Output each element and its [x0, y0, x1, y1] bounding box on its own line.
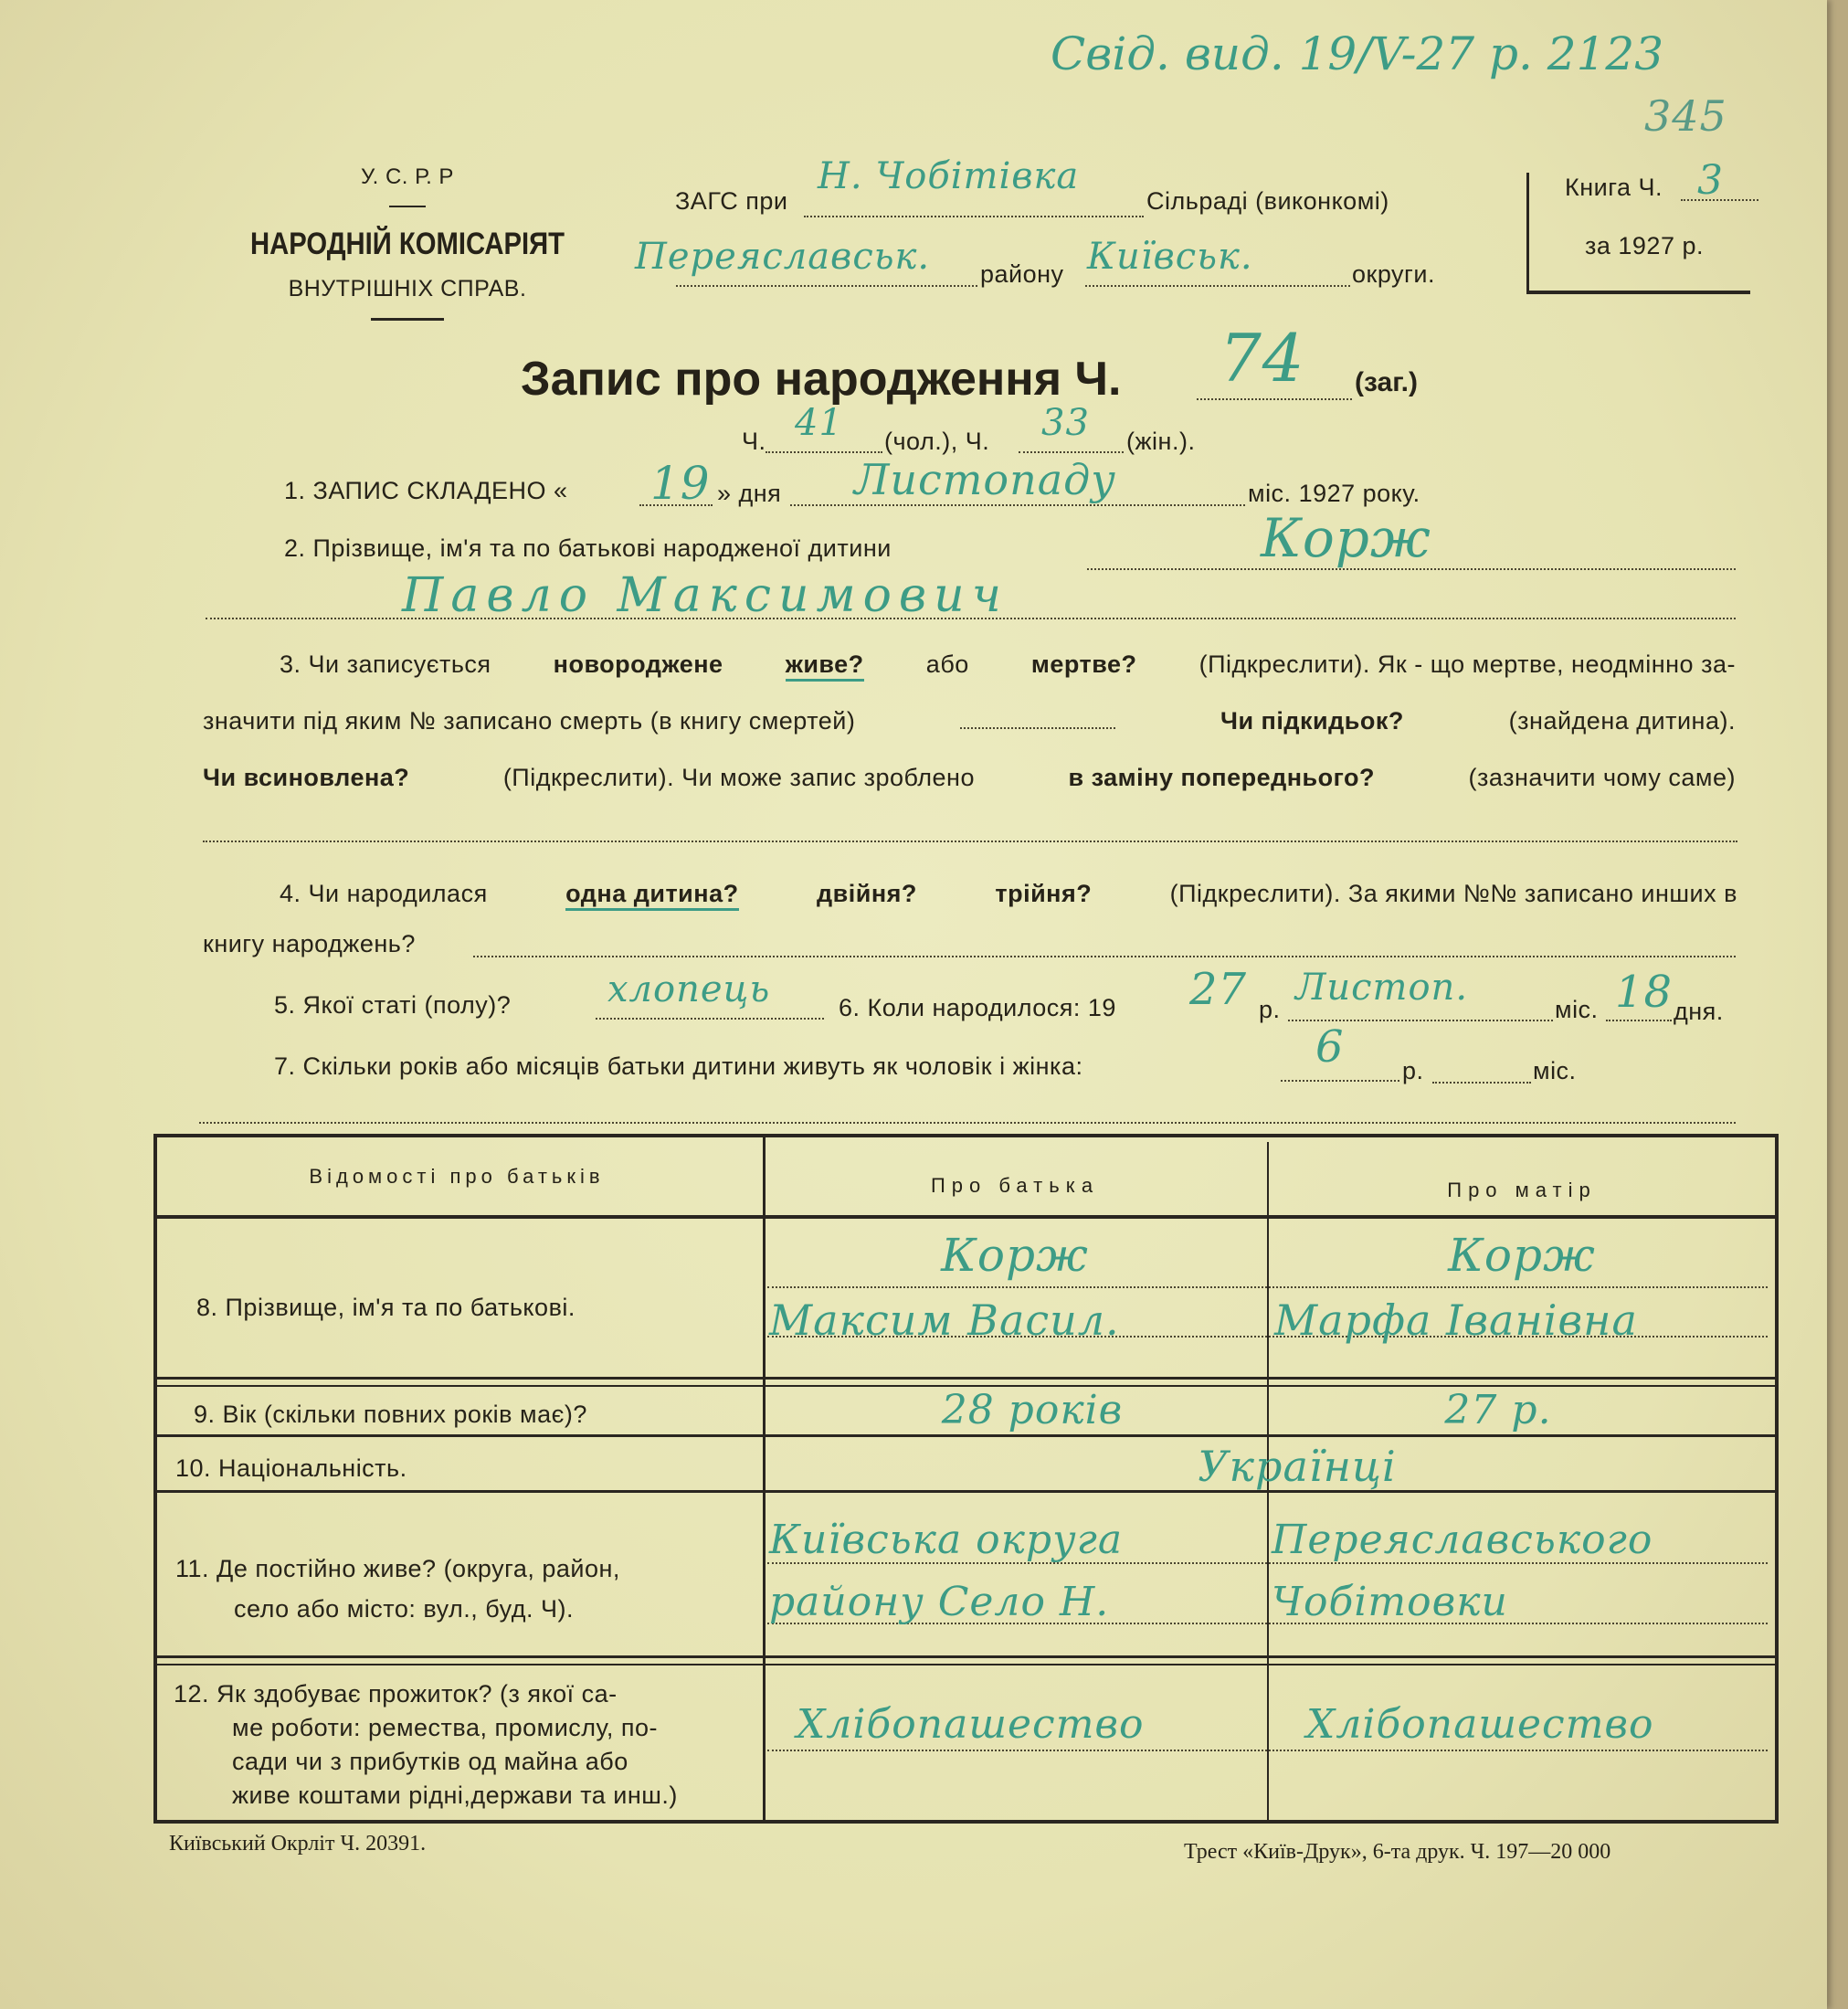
female-count-handwritten: 33	[1041, 402, 1090, 444]
mother-address-handwritten: Чобітовки	[1272, 1579, 1508, 1625]
item3-text: значити під яким № записано смерть (в книгу смертей)	[203, 707, 856, 735]
female-count-label: (чол.), Ч.	[884, 428, 990, 455]
child-name-handwritten: Павло Максимович	[402, 568, 1008, 623]
month-handwritten: Листопаду	[854, 455, 1116, 504]
row10-label: 10. Національність.	[175, 1454, 407, 1482]
male-count-field	[766, 451, 882, 453]
item4-text: книгу народжень?	[203, 930, 416, 957]
row-divider	[153, 1664, 1775, 1665]
department-label: ВНУТРІШНІХ СПРАВ.	[288, 276, 527, 301]
item3-line1	[280, 650, 1736, 682]
sex-handwritten: хлопець	[607, 968, 771, 1010]
option-twins: двійня?	[817, 880, 917, 907]
village-field	[804, 216, 1144, 217]
nationality-handwritten: Українці	[1198, 1442, 1397, 1491]
row-divider	[153, 1215, 1775, 1219]
option-foundling: Чи підкидьок?	[1220, 707, 1404, 735]
father-occupation-handwritten: Хлібопашество	[797, 1701, 1145, 1748]
archive-number-annotation: 345	[1644, 91, 1727, 141]
page-title: Запис про народження Ч.	[521, 353, 1122, 406]
item2-label: 2. Прізвище, ім'я та по батькові народженої дитини	[284, 534, 892, 562]
mother-surname-handwritten: Корж	[1448, 1229, 1596, 1282]
birth-day-handwritten: 18	[1615, 967, 1674, 1018]
item4-text: 4. Чи народилася	[280, 880, 488, 907]
raion-handwritten: Переяславськ.	[635, 236, 931, 278]
column-divider	[763, 1134, 766, 1820]
father-name-handwritten: Максим Васил.	[769, 1295, 1120, 1345]
book-label: Книга Ч.	[1565, 174, 1663, 201]
printer-credit-left: Київський Окрліт Ч. 20391.	[169, 1832, 427, 1856]
birth-month-handwritten: Листоп.	[1295, 967, 1469, 1009]
month-suffix: міс.	[1555, 996, 1599, 1023]
item3-text: (знайдена дитина).	[1508, 707, 1736, 735]
year-suffix: р.	[1259, 996, 1281, 1023]
row-divider	[153, 1377, 1775, 1380]
other-records-field	[473, 956, 1736, 957]
death-record-field	[960, 707, 1115, 729]
item4-line1	[280, 880, 1737, 911]
item1-label: 1. ЗАПИС СКЛАДЕНО «	[284, 477, 568, 504]
item6-label: 6. Коли народилося: 19	[839, 994, 1116, 1021]
row-divider	[153, 1655, 1775, 1658]
certificate-annotation: Свід. вид. 19/V-27 р. 2123	[1051, 27, 1664, 80]
day-handwritten: 19	[650, 457, 711, 510]
father-surname-handwritten: Корж	[941, 1229, 1089, 1282]
child-surname-handwritten: Корж	[1261, 507, 1431, 569]
row-divider	[153, 1434, 1775, 1437]
item1-suffix: міс. 1927 року.	[1248, 480, 1420, 507]
day-separator: » дня	[717, 480, 782, 507]
option-replacement: в заміну попереднього?	[1068, 764, 1376, 791]
printer-credit-right: Трест «Київ-Друк», 6-та друк. Ч. 197—20 000	[1184, 1840, 1611, 1864]
option-triplets: трійня?	[995, 880, 1093, 907]
item3-text: (зазначити чому саме)	[1468, 764, 1736, 791]
republic-label: У. С. Р. Р	[361, 164, 454, 189]
item3-text: 3. Чи записується	[280, 650, 491, 678]
item3-text: (Підкреслити). Як - що мертве, неодмінно за-	[1199, 650, 1736, 678]
male-count-handwritten: 41	[795, 402, 843, 444]
row12-label	[174, 1677, 678, 1813]
row9-label: 9. Вік (скільки повних років має)?	[194, 1401, 587, 1428]
entry-line	[767, 1750, 1768, 1751]
father-address-handwritten: району Село Н.	[769, 1579, 1110, 1625]
month-field	[790, 504, 1245, 506]
row8-label: 8. Прізвище, ім'я та по батькові.	[196, 1294, 576, 1321]
raion-label: району	[980, 260, 1064, 288]
row11-label-line: 11. Де постійно живе? (округа, район,	[175, 1555, 620, 1582]
zags-label: ЗАГС при	[675, 187, 788, 215]
birth-day-field	[1606, 1020, 1672, 1021]
father-age-handwritten: 28 років	[941, 1387, 1124, 1433]
day-suffix: дня.	[1674, 998, 1724, 1025]
birth-year-handwritten: 27	[1189, 964, 1248, 1015]
option-single-underlined: одна дитина?	[565, 880, 738, 911]
item3-text: (Підкреслити). Чи може запис зроблено	[502, 764, 975, 791]
mother-name-handwritten: Марфа Іванівна	[1274, 1295, 1638, 1345]
item4-text: (Підкреслити). За якими №№ записано инших в	[1169, 880, 1737, 907]
entry-line	[767, 1286, 1768, 1288]
row11-label	[175, 1549, 620, 1629]
item3-text: або	[925, 650, 969, 678]
item5-label: 5. Якої статі (полу)?	[274, 991, 512, 1019]
option-adopted: Чи всиновлена?	[203, 764, 410, 791]
row12-label-line: ме роботи: ремества, промислу, по-	[232, 1714, 658, 1741]
male-count-label: Ч.	[742, 428, 766, 455]
record-number-handwritten: 74	[1220, 320, 1305, 397]
item7-extra-field	[199, 1122, 1736, 1124]
years-married-handwritten: 6	[1315, 1021, 1345, 1073]
title-suffix: (заг.)	[1355, 367, 1419, 397]
row12-label-line: сади чи з прибутків од майна або	[232, 1748, 628, 1775]
father-address-handwritten: Київська округа	[769, 1517, 1124, 1563]
table-header-mother: Про матір	[1447, 1179, 1597, 1201]
council-label: Сільраді (виконкомі)	[1146, 187, 1389, 215]
book-number-handwritten: 3	[1697, 157, 1724, 204]
years-suffix: р.	[1402, 1057, 1424, 1084]
mother-age-handwritten: 27 р.	[1444, 1387, 1552, 1433]
book-box-border	[1526, 173, 1529, 294]
okruha-field	[1085, 285, 1350, 287]
raion-field	[676, 285, 977, 287]
table-header-info: Відомості про батьків	[309, 1165, 605, 1188]
months-suffix: міс.	[1533, 1057, 1577, 1084]
okruha-label: округи.	[1352, 260, 1435, 288]
mother-occupation-handwritten: Хлібопашество	[1306, 1701, 1654, 1748]
book-year: за 1927 р.	[1585, 232, 1704, 259]
row12-label-line: 12. Як здобуває прожиток? (з якої са-	[174, 1680, 618, 1708]
sex-field	[596, 1018, 824, 1020]
commissariat-title: НАРОДНІЙ КОМІСАРІЯТ	[250, 227, 565, 261]
years-married-field	[1281, 1080, 1399, 1082]
option-dead: мертве?	[1030, 650, 1137, 678]
divider	[389, 206, 426, 207]
option-newborn: новороджене	[553, 650, 723, 678]
row-divider	[153, 1490, 1775, 1493]
mother-address-handwritten: Переяславського	[1272, 1517, 1653, 1563]
divider	[371, 318, 444, 321]
village-handwritten: Н. Чобітівка	[818, 155, 1080, 197]
item7-label: 7. Скільки років або місяців батьки дитини живуть як чоловік і жінка:	[274, 1052, 1083, 1080]
record-number-field	[1197, 398, 1352, 400]
table-header-father: Про батька	[930, 1174, 1100, 1197]
item3-line2	[203, 707, 1736, 735]
female-label: (жін.).	[1126, 428, 1196, 455]
row12-label-line: живе коштами рідні,держави та инш.)	[232, 1782, 678, 1809]
months-married-field	[1432, 1082, 1531, 1084]
okruha-handwritten: Київськ.	[1087, 236, 1253, 278]
book-box-border	[1526, 291, 1750, 294]
row11-label-line: село або місто: вул., буд. Ч).	[234, 1595, 574, 1623]
female-count-field	[1019, 451, 1124, 453]
reason-field	[203, 841, 1737, 842]
option-alive-underlined: живе?	[786, 650, 864, 682]
item3-line3	[203, 764, 1736, 792]
